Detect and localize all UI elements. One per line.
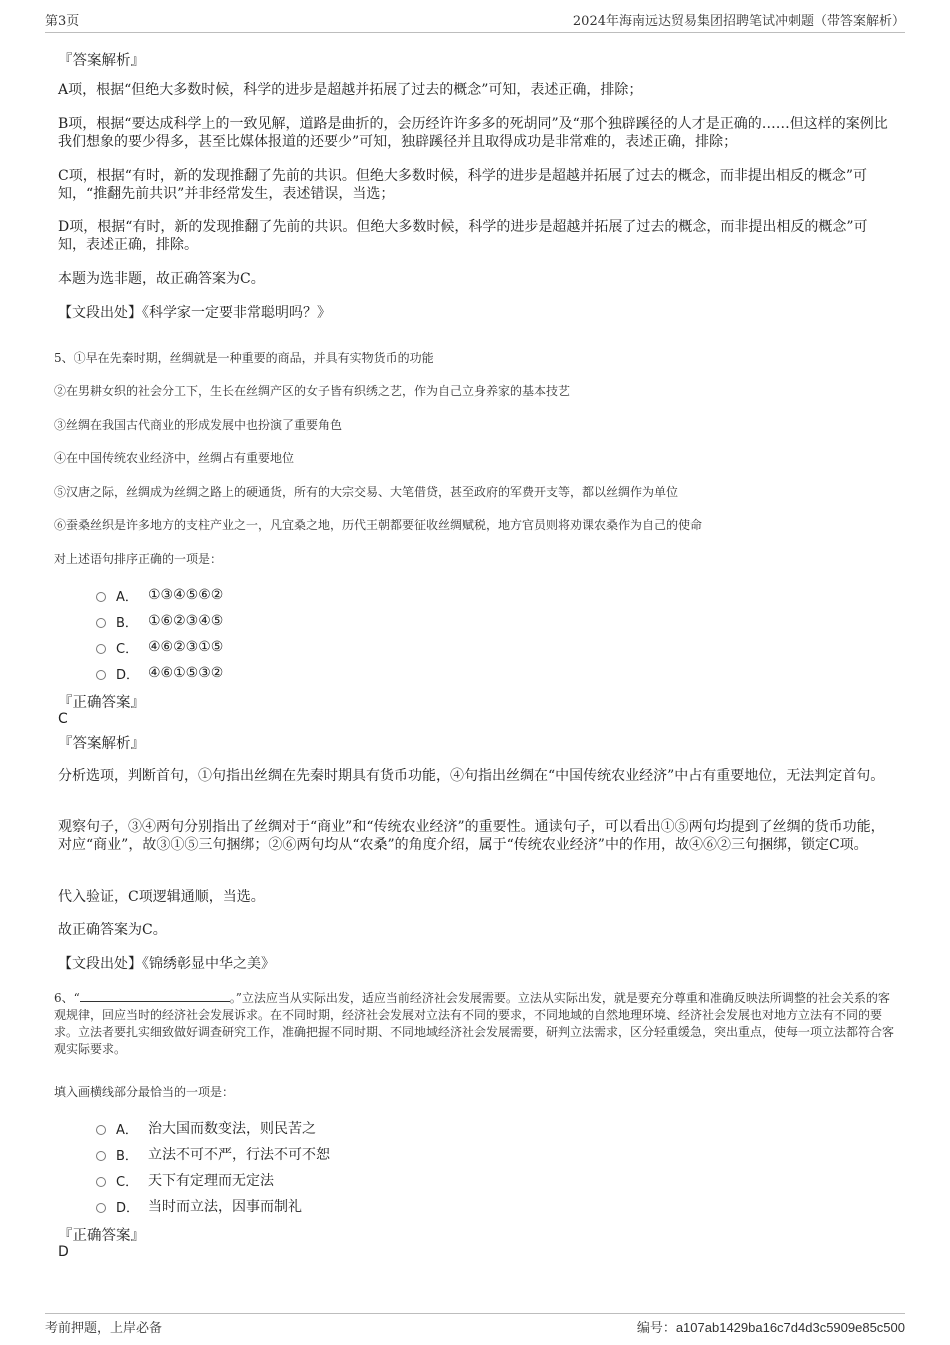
q5-analysis-3: 代入验证，C项逻辑通顺，当选。	[58, 889, 265, 905]
page-footer	[45, 1313, 905, 1336]
q4-analysis-b: B项，根据“要达成科学上的一致见解，道路是曲折的，会历经许许多多的死胡同”及“那个独辟蹊径的人才是正确的……但这样的案例比我们想象的要少得多，甚至比媒体报道的还要少”可知，独辟蹊径并且取得成功是非常难的，表述正确，排除；	[58, 116, 888, 150]
option-letter: C．	[116, 641, 139, 657]
q5-line-1: 5、①早在先秦时期，丝绸就是一种重要的商品，并具有实物货币的功能	[54, 351, 434, 365]
radio-icon[interactable]	[96, 644, 106, 654]
q5-line-4: ④在中国传统农业经济中，丝绸占有重要地位	[54, 451, 295, 465]
radio-icon[interactable]	[96, 592, 106, 602]
q6-option-a[interactable]	[96, 1118, 316, 1138]
radio-icon[interactable]	[96, 1125, 106, 1135]
q5-line-2: ②在男耕女织的社会分工下，生长在丝绸产区的女子皆有织绣之艺，作为自己立身养家的基本技艺	[54, 384, 571, 398]
option-letter: A．	[116, 589, 138, 605]
q5-analysis-2: 观察句子，③④两句分别指出了丝绸对于“商业”和“传统农业经济”的重要性。通读句子，可以看出①⑤两句均提到了丝绸的货币功能，对应“商业”，故③①⑤三句捆绑；②⑥两句均从“农桑”的角度介绍，属于“传统农业经济”中的作用，故④⑥②三句捆绑，锁定C项。	[58, 819, 885, 853]
q6-answer: D	[58, 1244, 69, 1260]
option-text: 立法不可不严，行法不可不恕	[148, 1147, 330, 1163]
q4-conclusion: 本题为选非题，故正确答案为C。	[58, 271, 265, 287]
code-label: 编号：	[636, 1321, 676, 1336]
option-text: 天下有定理而无定法	[148, 1173, 274, 1189]
option-letter: B．	[116, 1148, 138, 1164]
document-code	[637, 1317, 905, 1336]
q4-analysis-d: D项，根据“有时，新的发现推翻了先前的共识。但绝大多数时候，科学的进步是超越并拓展了过去的概念，而非提出相反的概念”可知，表述正确，排除。	[58, 219, 868, 253]
radio-icon[interactable]	[96, 670, 106, 680]
q5-option-c[interactable]	[96, 637, 223, 657]
option-letter: A．	[116, 1122, 138, 1138]
footer-slogan: 考前押题，上岸必备	[45, 1321, 163, 1336]
q6-stem-text: 。”立法应当从实际出发，适应当前经济社会发展需要。立法从实际出发，就是要充分尊重和准确反映法所调整的社会关系的客观规律，回应当时的经济社会发展诉求。在不同时期，经济社会发展对立法有不同的要求，不同地域的自然地理环境、经济社会发展也对地方立法有不同的要求。立法者要扎实细致做好调查研究工作，准确把握不同时期、不同地域经济社会发展需要，研判立法需求，区分轻重缓急，突出重点，使每一项立法都符合客观实际要求。	[54, 991, 895, 1056]
option-letter: C．	[116, 1174, 139, 1190]
q5-analysis-heading: 『答案解析』	[58, 736, 145, 752]
q6-stem-prefix: 6、“	[54, 991, 80, 1005]
page-number: 第3页	[45, 14, 80, 29]
q5-line-3: ③丝绸在我国古代商业的形成发展中也扮演了重要角色	[54, 418, 343, 432]
option-letter: B．	[116, 615, 138, 631]
code-value: a107ab1429ba16c7d4d3c5909e85c500	[675, 1320, 905, 1335]
option-text: 当时而立法，因事而制礼	[148, 1199, 302, 1215]
q6-option-c[interactable]	[96, 1170, 274, 1190]
q6-option-b[interactable]	[96, 1144, 330, 1164]
q5-analysis-1: 分析选项，判断首句，①句指出丝绸在先秦时期具有货币功能，④句指出丝绸在“中国传统农业经济”中占有重要地位，无法判定首句。	[58, 768, 885, 784]
radio-icon[interactable]	[96, 618, 106, 628]
radio-icon[interactable]	[96, 1203, 106, 1213]
q5-option-d[interactable]	[96, 663, 223, 683]
q4-analysis-a: A项，根据“但绝大多数时候，科学的进步是超越并拓展了过去的概念”可知，表述正确，排除；	[58, 82, 643, 98]
option-text: ①⑥②③④⑤	[148, 613, 224, 629]
q5-answer: C	[58, 711, 68, 727]
radio-icon[interactable]	[96, 1151, 106, 1161]
q6-answer-heading: 『正确答案』	[58, 1228, 145, 1244]
q5-line-5: ⑤汉唐之际，丝绸成为丝绸之路上的硬通货，所有的大宗交易、大笔借贷，甚至政府的军费开支等，都以丝绸作为单位	[54, 485, 679, 499]
q5-line-6: ⑥蚕桑丝织是许多地方的支柱产业之一，凡宜桑之地，历代王朝都要征收丝绸赋税，地方官员则将劝课农桑作为自己的使命	[54, 518, 703, 532]
option-letter: D．	[116, 1200, 140, 1216]
q5-source: 【文段出处】《锦绣彰显中华之美》	[58, 956, 275, 972]
option-text: 治大国而数变法，则民苦之	[148, 1121, 316, 1137]
q6-prompt: 填入画横线部分最恰当的一项是：	[54, 1085, 235, 1099]
page-header	[45, 10, 905, 33]
q6-option-d[interactable]	[96, 1196, 302, 1216]
q4-analysis-heading: 『答案解析』	[58, 53, 145, 69]
q4-source: 【文段出处】《科学家一定要非常聪明吗？》	[58, 305, 331, 321]
q5-prompt: 对上述语句排序正确的一项是：	[54, 552, 223, 566]
option-text: ①③④⑤⑥②	[148, 587, 224, 603]
document-title: 2024年海南远达贸易集团招聘笔试冲刺题（带答案解析）	[572, 14, 905, 29]
option-text: ④⑥②③①⑤	[148, 639, 224, 655]
q5-answer-heading: 『正确答案』	[58, 695, 145, 711]
option-letter: D．	[116, 667, 140, 683]
option-text: ④⑥①⑤③②	[148, 665, 224, 681]
q5-conclusion: 故正确答案为C。	[58, 922, 167, 938]
q4-analysis-c: C项，根据“有时，新的发现推翻了先前的共识。但绝大多数时候，科学的进步是超越并拓展了过去的概念，而非提出相反的概念”可知，“推翻先前共识”并非经常发生，表述错误，当选；	[58, 168, 868, 202]
q5-option-a[interactable]	[96, 585, 223, 605]
q5-option-b[interactable]	[96, 611, 223, 631]
fill-blank-line	[80, 989, 230, 1002]
radio-icon[interactable]	[96, 1177, 106, 1187]
q6-stem	[54, 989, 894, 1058]
